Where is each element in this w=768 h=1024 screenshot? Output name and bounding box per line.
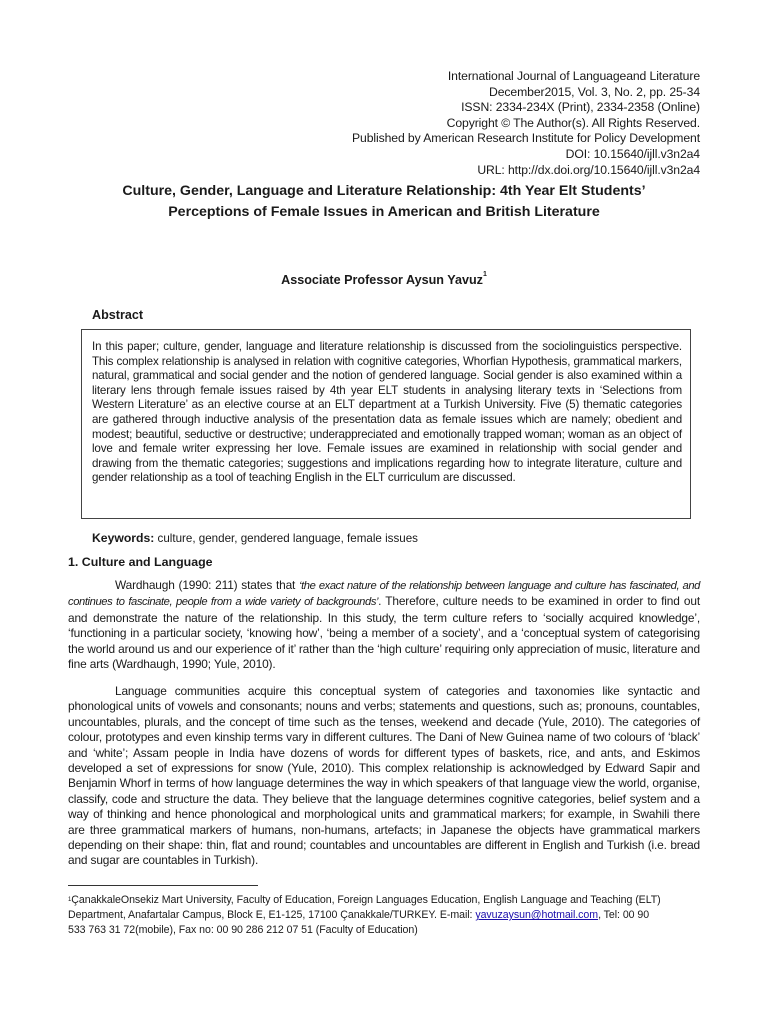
journal-issue: December2015, Vol. 3, No. 2, pp. 25-34 — [489, 84, 700, 99]
journal-doi: DOI: 10.15640/ijll.v3n2a4 — [565, 146, 700, 161]
journal-publisher: Published by American Research Institute for Policy Development — [352, 131, 700, 146]
abstract-heading: Abstract — [92, 308, 144, 322]
footnote-line-1: ÇanakkaleOnsekiz Mart University, Faculty of Education, Foreign Languages Education, English Language and Teaching (ELT) — [71, 894, 661, 906]
author-email-link[interactable]: yavuzaysun@hotmail.com — [475, 909, 599, 922]
footnote — [68, 893, 708, 939]
journal-issn: ISSN: 2334-234X (Print), 2334-2358 (Online) — [461, 100, 700, 115]
keywords-label: Keywords: — [92, 531, 155, 545]
footnote-divider — [68, 885, 258, 886]
paper-title — [60, 181, 708, 223]
author — [60, 273, 708, 287]
author-name: Associate Professor Aysun Yavuz — [281, 273, 483, 287]
footnote-line-2-end: , Tel: 00 90 — [598, 909, 650, 922]
journal-name: International Journal of Languageand Literature — [447, 69, 700, 83]
footnote-mark: 1 — [68, 897, 72, 903]
journal-url: URL: http://dx.doi.org/10.15640/ijll.v3n2a4 — [477, 162, 700, 177]
title-line-1: Culture, Gender, Language and Literature Relationship: 4th Year Elt Students’ — [122, 183, 646, 199]
paragraph-2-text: Language communities acquire this conceptual system of categories and taxonomies like syntactic and phonological units of vowels and consonants; nouns and verbs; statements and questions, such as; pronouns, countables, uncountables, plurals, and the concept of time such as the tenses, weekend and decade (Yule, 2010). The categories of colour, prototypes and even kinship terms vary in different cultures. The Dani of New Guinea name of two colours of ‘black’ and ‘white’; Assam people in India have dozens of words for different types of baskets, rice, and ants, and Eskimos developed a set of expressions for snow (Yule, 2010). This complex relationship is acknowledged by Edward Sapir and Benjamin Whorf in terms of how language determines the way in which speakers of that language view the world, organise, classify, code and structure the data. They believe that the language determines cognitive categories, belief system and a way of thinking and hence phonological and morphological units and grammatical markers; for example, in Swahili there are three grammatical markers of humans, non-humans, artefacts; in Japanese the objects have grammatical markers depending on their shape: thin, flat and round; countables and uncountables are different in English and Turkish (i.e. bread and sugar are countables in Turkish). — [68, 684, 700, 868]
paragraph-2 — [68, 684, 700, 869]
abstract-box — [81, 329, 691, 519]
paragraph-1-end: . Therefore, culture needs to be examined in order to find out and demonstrate the nature of the relationship. In this study, the term culture refers to ‘socially acquired knowledge’, ‘functioning in a particular society, ‘knowing how’, ‘being a member of a society’, and a ‘conceptual system of categorising the world around us and our experience of it’ rather than the ‘high culture’ requiring only appreciation of music, literature and fine arts (Wardhaugh, 1990; Yule, 2010). — [68, 594, 700, 672]
section-heading: 1. Culture and Language — [68, 555, 213, 569]
paragraph-1-quote: ‘the exact nature of the relationship between language and culture has fascinated, and continues to fascinate, people from a wide variety of backgrounds’ — [68, 580, 700, 609]
author-footnote-mark: 1 — [482, 271, 487, 278]
title-line-2: Perceptions of Female Issues in American and British Literature — [168, 204, 600, 220]
paragraph-1 — [68, 578, 700, 672]
keywords — [92, 531, 418, 545]
footnote-line-3: 533 763 31 72(mobile), Fax no: 00 90 286 212 07 51 (Faculty of Education) — [68, 924, 418, 937]
abstract-text: In this paper; culture, gender, language and literature relationship is discussed from the sociolinguistics perspective. This complex relationship is analysed in relation with cognitive categories, Whorfian Hypothesis, grammatical markers, natural, grammatical and social gender and the notion of gendered language. Social gender is also examined within a literary lens through female issues raised by 4th year ELT students in analysing literary texts in ‘Selections from Western Literature’ as an elective course at an ELT department at a Turkish University. Five (5) thematic categories are gathered through inductive analysis of the presentation data as female issues which are namely; obedient and modest; beautiful, seductive or destructive; underappreciated and emotionally trapped woman; woman as an object of love and female writer expressing her love. Female issues are examined in relationship with social gender and drawing from the thematic categories; suggestions and implications regarding how to integrate literature, culture and gender relationship as a tool of teaching English in the ELT curriculum are discussed. — [92, 340, 682, 485]
journal-info — [180, 69, 700, 178]
footnote-line-2-start: Department, Anafartalar Campus, Block E, E1-125, 17100 Çanakkale/TURKEY. E-mail: — [68, 909, 476, 922]
keywords-text: culture, gender, gendered language, female issues — [157, 532, 418, 545]
paragraph-1-start: Wardhaugh (1990: 211) states that — [115, 578, 300, 592]
journal-copyright: Copyright © The Author(s). All Rights Reserved. — [446, 115, 700, 130]
